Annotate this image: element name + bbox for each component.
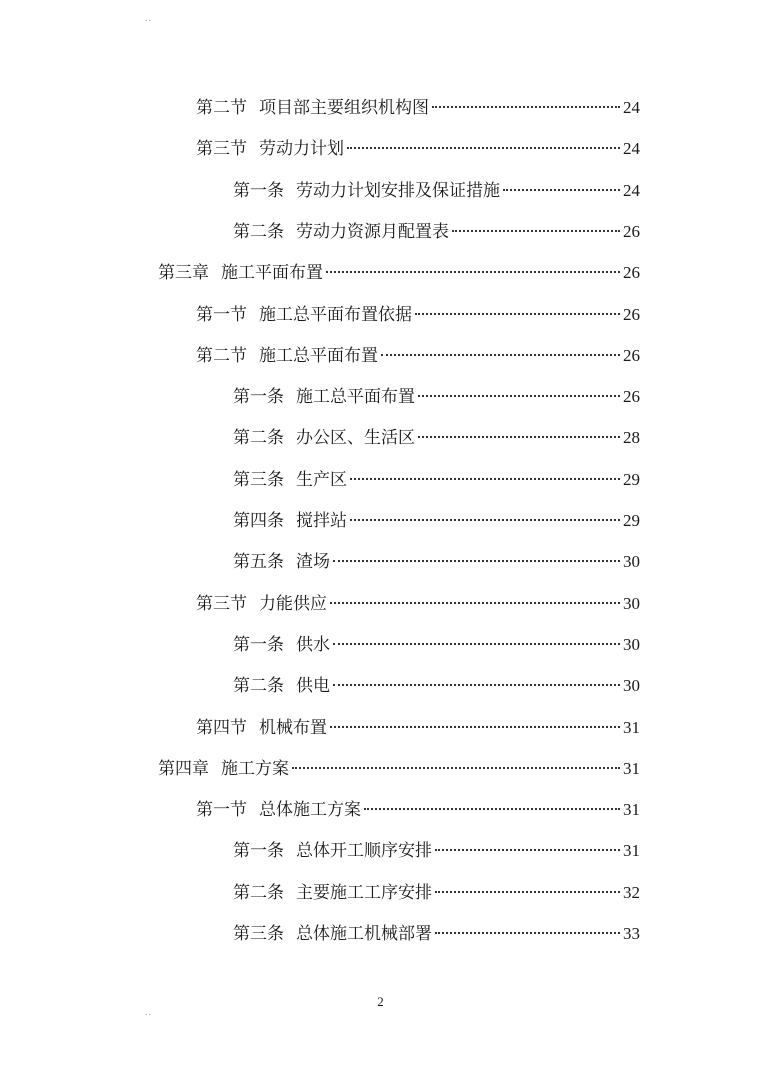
toc-dot-leader xyxy=(330,726,620,728)
toc-entry-page-number: 26 xyxy=(623,222,640,241)
toc-entry-title: 施工总平面布置依据 xyxy=(259,305,412,325)
toc-entry-section[interactable] xyxy=(196,798,640,822)
toc-entry-article[interactable] xyxy=(233,179,640,203)
toc-entry-section[interactable] xyxy=(196,303,640,327)
toc-dot-leader xyxy=(347,147,620,149)
toc-entry-page-number: 26 xyxy=(623,387,640,406)
toc-entry-article[interactable] xyxy=(233,385,640,409)
toc-entry-page-number: 30 xyxy=(623,552,640,571)
toc-entry-title: 力能供应 xyxy=(259,594,327,614)
toc-dot-leader xyxy=(418,436,620,438)
toc-entry-page-number: 24 xyxy=(623,181,640,200)
toc-dot-leader xyxy=(364,808,620,810)
toc-dot-leader xyxy=(330,602,620,604)
toc-dot-leader xyxy=(432,106,620,108)
toc-entry-page-number: 24 xyxy=(623,98,640,117)
toc-entry-title: 施工平面布置 xyxy=(221,263,323,283)
toc-entry-label: 第一节 xyxy=(196,305,247,325)
toc-entry-title: 施工方案 xyxy=(221,759,289,779)
toc-dot-leader xyxy=(415,313,620,315)
toc-entry-title: 供电 xyxy=(296,676,330,696)
toc-entry-title: 劳动力计划 xyxy=(259,139,344,159)
toc-entry-label: 第一节 xyxy=(196,800,247,820)
toc-entry-page-number: 31 xyxy=(623,800,640,819)
toc-entry-title: 机械布置 xyxy=(259,718,327,738)
toc-dot-leader xyxy=(435,932,620,934)
toc-dot-leader xyxy=(503,189,620,191)
toc-entry-label: 第二节 xyxy=(196,98,247,118)
toc-entry-title: 总体施工机械部署 xyxy=(296,924,432,944)
toc-entry-section[interactable] xyxy=(196,344,640,368)
toc-entry-label: 第三节 xyxy=(196,594,247,614)
toc-entry-article[interactable] xyxy=(233,468,640,492)
toc-entry-label: 第四节 xyxy=(196,718,247,738)
toc-entry-title: 渣场 xyxy=(296,552,330,572)
toc-entry-article[interactable] xyxy=(233,839,640,863)
toc-entry-page-number: 30 xyxy=(623,635,640,654)
toc-entry-article[interactable] xyxy=(233,881,640,905)
top-corner-mark: .. xyxy=(145,14,153,23)
toc-entry-page-number: 28 xyxy=(623,428,640,447)
toc-entry-label: 第三章 xyxy=(158,263,209,283)
toc-entry-title: 总体施工方案 xyxy=(259,800,361,820)
toc-entry-title: 生产区 xyxy=(296,470,347,490)
toc-dot-leader xyxy=(292,767,620,769)
toc-entry-article[interactable] xyxy=(233,922,640,946)
toc-dot-leader xyxy=(418,395,620,397)
toc-entry-title: 劳动力计划安排及保证措施 xyxy=(296,181,500,201)
toc-dot-leader xyxy=(326,271,620,273)
toc-entry-page-number: 32 xyxy=(623,883,640,902)
toc-entry-title: 施工总平面布置 xyxy=(296,387,415,407)
toc-entry-label: 第四条 xyxy=(233,511,284,531)
toc-entry-page-number: 26 xyxy=(623,263,640,282)
toc-entry-page-number: 31 xyxy=(623,759,640,778)
toc-dot-leader xyxy=(381,354,620,356)
toc-entry-section[interactable] xyxy=(196,716,640,740)
toc-entry-label: 第二节 xyxy=(196,346,247,366)
toc-entry-label: 第二条 xyxy=(233,222,284,242)
toc-entry-title: 供水 xyxy=(296,635,330,655)
toc-entry-page-number: 31 xyxy=(623,841,640,860)
toc-dot-leader xyxy=(333,560,620,562)
toc-entry-article[interactable] xyxy=(233,426,640,450)
toc-entry-title: 劳动力资源月配置表 xyxy=(296,222,449,242)
toc-entry-page-number: 31 xyxy=(623,718,640,737)
toc-entry-label: 第三条 xyxy=(233,924,284,944)
page-number: 2 xyxy=(377,994,384,1009)
toc-entry-title: 项目部主要组织机构图 xyxy=(259,98,429,118)
toc-entry-page-number: 26 xyxy=(623,305,640,324)
toc-entry-page-number: 29 xyxy=(623,511,640,530)
toc-entry-article[interactable] xyxy=(233,633,640,657)
toc-entry-page-number: 26 xyxy=(623,346,640,365)
toc-entry-label: 第一条 xyxy=(233,635,284,655)
toc-dot-leader xyxy=(452,230,620,232)
toc-entry-page-number: 29 xyxy=(623,470,640,489)
toc-entry-page-number: 24 xyxy=(623,139,640,158)
toc-dot-leader xyxy=(333,643,620,645)
toc-entry-section[interactable] xyxy=(196,592,640,616)
toc-entry-title: 施工总平面布置 xyxy=(259,346,378,366)
toc-entry-label: 第四章 xyxy=(158,759,209,779)
toc-entry-article[interactable] xyxy=(233,674,640,698)
toc-entry-article[interactable] xyxy=(233,220,640,244)
toc-entry-page-number: 33 xyxy=(623,924,640,943)
toc-entry-label: 第二条 xyxy=(233,676,284,696)
toc-entry-page-number: 30 xyxy=(623,676,640,695)
toc-entry-label: 第二条 xyxy=(233,883,284,903)
toc-entry-chapter[interactable] xyxy=(158,757,640,781)
toc-entry-label: 第一条 xyxy=(233,387,284,407)
toc-entry-label: 第五条 xyxy=(233,552,284,572)
toc-entry-label: 第三条 xyxy=(233,470,284,490)
toc-entry-label: 第一条 xyxy=(233,841,284,861)
toc-entry-title: 总体开工顺序安排 xyxy=(296,841,432,861)
toc-entry-label: 第一条 xyxy=(233,181,284,201)
toc-entry-article[interactable] xyxy=(233,550,640,574)
toc-entry-page-number: 30 xyxy=(623,594,640,613)
toc-entry-title: 办公区、生活区 xyxy=(296,428,415,448)
toc-entry-title: 主要施工工序安排 xyxy=(296,883,432,903)
toc-entry-label: 第三节 xyxy=(196,139,247,159)
toc-entry-section[interactable] xyxy=(196,137,640,161)
toc-entry-article[interactable] xyxy=(233,509,640,533)
toc-entry-label: 第二条 xyxy=(233,428,284,448)
toc-dot-leader xyxy=(435,891,620,893)
toc-dot-leader xyxy=(333,684,620,686)
toc-dot-leader xyxy=(350,478,620,480)
toc-dot-leader xyxy=(350,519,620,521)
toc-entry-section[interactable] xyxy=(196,96,640,120)
toc-entry-title: 搅拌站 xyxy=(296,511,347,531)
bottom-corner-mark: .. xyxy=(145,1008,153,1017)
toc-dot-leader xyxy=(435,849,620,851)
toc-entry-chapter[interactable] xyxy=(158,261,640,285)
